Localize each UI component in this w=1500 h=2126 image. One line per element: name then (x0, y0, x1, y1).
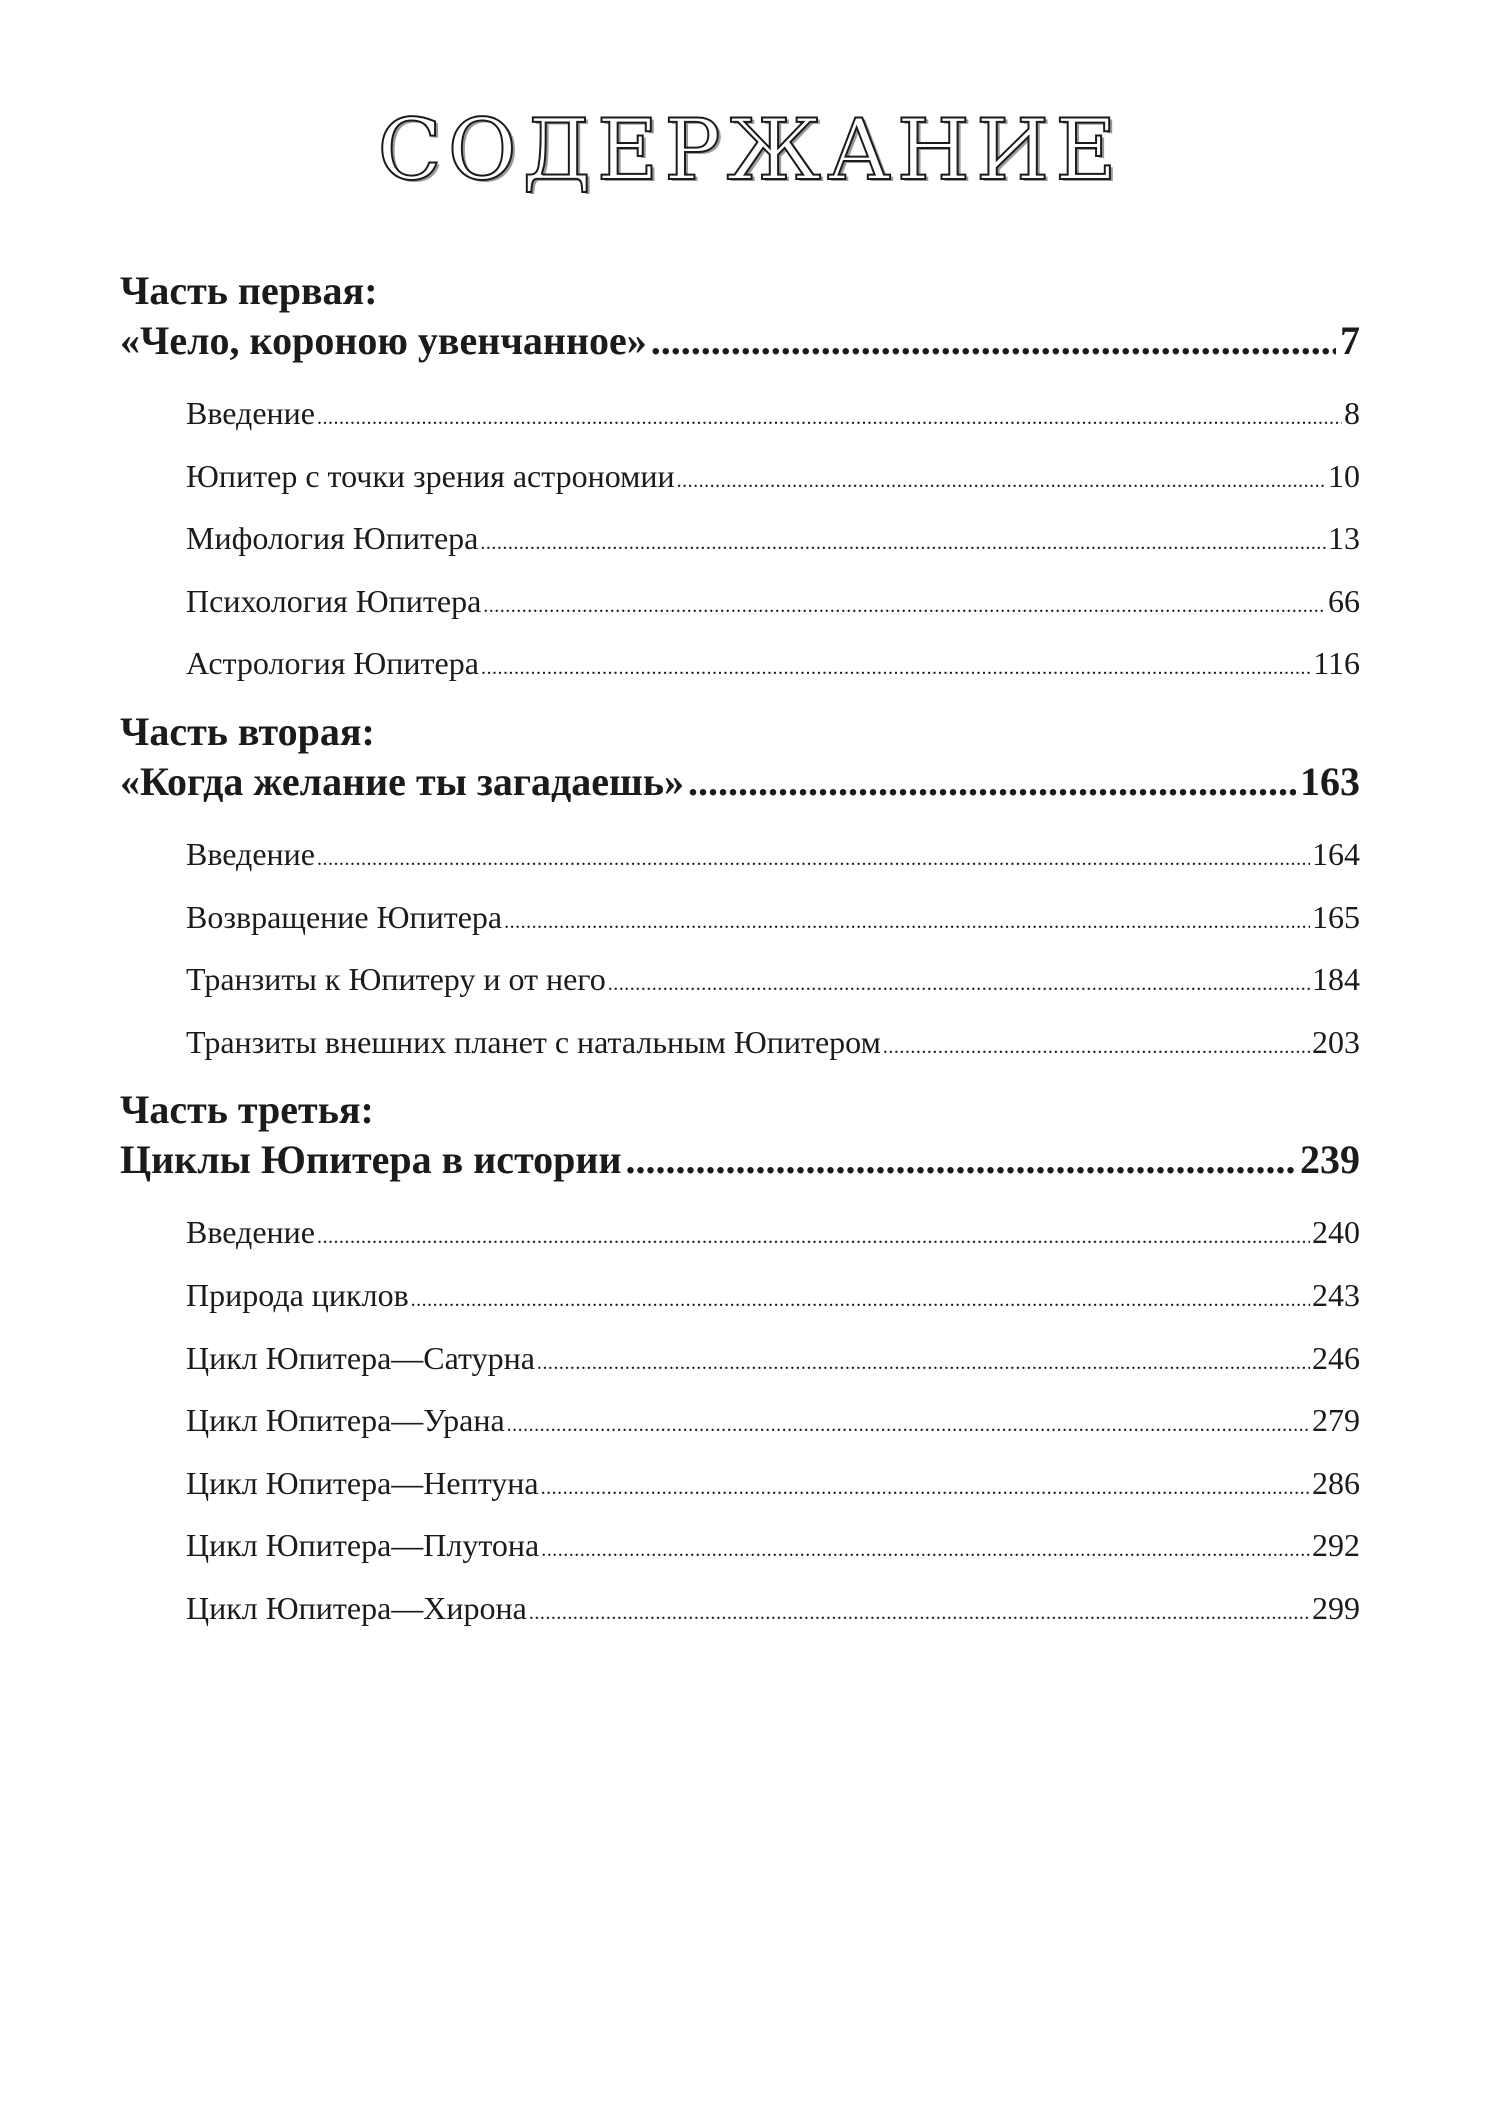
entry-title: Цикл Юпитера—Урана (186, 1402, 505, 1439)
entry-title: Мифология Юпитера (186, 520, 479, 557)
part-heading-row[interactable] (120, 755, 1360, 809)
entry-title: Возвращение Юпитера (186, 898, 503, 935)
entry-page-number: 299 (1312, 1589, 1360, 1626)
part-label: Часть третья: (120, 1087, 374, 1133)
dot-leader (504, 886, 1310, 954)
part-heading: «Когда желание ты загадаешь» (120, 758, 684, 804)
toc-entry[interactable] (186, 823, 1360, 886)
entry-page-number: 243 (1312, 1276, 1360, 1313)
table-of-contents (120, 268, 1360, 1640)
toc-entry[interactable] (186, 1264, 1360, 1327)
part-label: Часть вторая: (120, 708, 375, 754)
entry-page-number: 246 (1312, 1339, 1360, 1376)
entry-title: Природа циклов (186, 1276, 409, 1313)
part-page-number: 7 (1340, 318, 1360, 363)
part-entries (120, 1187, 1360, 1639)
dot-leader (677, 445, 1326, 513)
entry-page-number: 10 (1328, 457, 1360, 494)
dot-leader (541, 1452, 1310, 1520)
entry-page-number: 240 (1312, 1214, 1360, 1251)
part-page-number: 163 (1300, 758, 1360, 804)
entry-title: Цикл Юпитера—Хирона (186, 1589, 527, 1626)
entry-page-number: 286 (1312, 1464, 1360, 1501)
entry-title: Введение (186, 395, 315, 431)
entry-title: Введение (186, 835, 315, 872)
dot-leader (541, 1514, 1310, 1582)
dot-leader (608, 948, 1310, 1016)
part-heading: «Чело, короною увенчанное» (120, 318, 647, 363)
entry-title: Астрология Юпитера (186, 645, 479, 682)
entry-page-number: 292 (1312, 1527, 1360, 1564)
dot-leader (883, 1011, 1310, 1079)
entry-page-number: 279 (1312, 1402, 1360, 1439)
entry-title: Юпитер с точки зрения астрономии (186, 457, 675, 494)
part-label: Часть первая: (120, 268, 378, 313)
toc-entry[interactable] (186, 948, 1360, 1011)
dot-leader (529, 1577, 1310, 1645)
dot-leader (317, 382, 1342, 450)
dot-leader (507, 1389, 1310, 1457)
entry-page-number: 66 (1328, 582, 1360, 619)
dot-leader (317, 823, 1310, 891)
dot-leader (651, 314, 1336, 368)
entry-title: Введение (186, 1214, 315, 1251)
toc-entry[interactable] (186, 1452, 1360, 1515)
entry-title: Транзиты к Юпитеру и от него (186, 961, 606, 998)
dot-leader (480, 507, 1326, 575)
dot-leader (626, 1133, 1296, 1187)
toc-entry[interactable] (186, 1011, 1360, 1074)
toc-entry[interactable] (186, 1327, 1360, 1390)
part-heading: Циклы Юпитера в истории (120, 1137, 622, 1183)
entry-title: Транзиты внешних планет с натальным Юпитером (186, 1023, 881, 1060)
entry-page-number: 8 (1344, 395, 1360, 431)
toc-part (120, 1087, 1360, 1639)
entry-title: Цикл Юпитера—Плутона (186, 1527, 540, 1564)
part-heading-row[interactable] (120, 314, 1360, 368)
toc-entry[interactable] (186, 382, 1360, 445)
page-title: СОДЕРЖАНИЕ (377, 101, 1123, 199)
entry-page-number: 164 (1312, 835, 1360, 872)
entry-title: Психология Юпитера (186, 582, 482, 619)
dot-leader (537, 1327, 1310, 1395)
entry-title: Цикл Юпитера—Нептуна (186, 1464, 539, 1501)
dot-leader (481, 632, 1311, 700)
entry-title: Цикл Юпитера—Сатурна (186, 1339, 535, 1376)
entry-page-number: 184 (1312, 961, 1360, 998)
toc-entry[interactable] (186, 1514, 1360, 1577)
toc-entry[interactable] (186, 507, 1360, 570)
dot-leader (688, 755, 1296, 809)
dot-leader (411, 1264, 1310, 1332)
toc-entry[interactable] (186, 1201, 1360, 1264)
dot-leader (483, 570, 1326, 638)
toc-entry[interactable] (186, 1577, 1360, 1640)
entry-page-number: 116 (1313, 645, 1360, 682)
entry-page-number: 13 (1328, 520, 1360, 557)
toc-part (120, 268, 1360, 695)
toc-entry[interactable] (186, 570, 1360, 633)
part-heading-row[interactable] (120, 1133, 1360, 1187)
part-page-number: 239 (1300, 1137, 1360, 1183)
entry-page-number: 203 (1312, 1023, 1360, 1060)
dot-leader (317, 1201, 1310, 1269)
toc-part (120, 709, 1360, 1073)
toc-entry[interactable] (186, 1389, 1360, 1452)
part-entries (120, 368, 1360, 695)
toc-entry[interactable] (186, 445, 1360, 508)
toc-entry[interactable] (186, 886, 1360, 949)
entry-page-number: 165 (1312, 898, 1360, 935)
toc-entry[interactable] (186, 632, 1360, 695)
part-entries (120, 809, 1360, 1073)
